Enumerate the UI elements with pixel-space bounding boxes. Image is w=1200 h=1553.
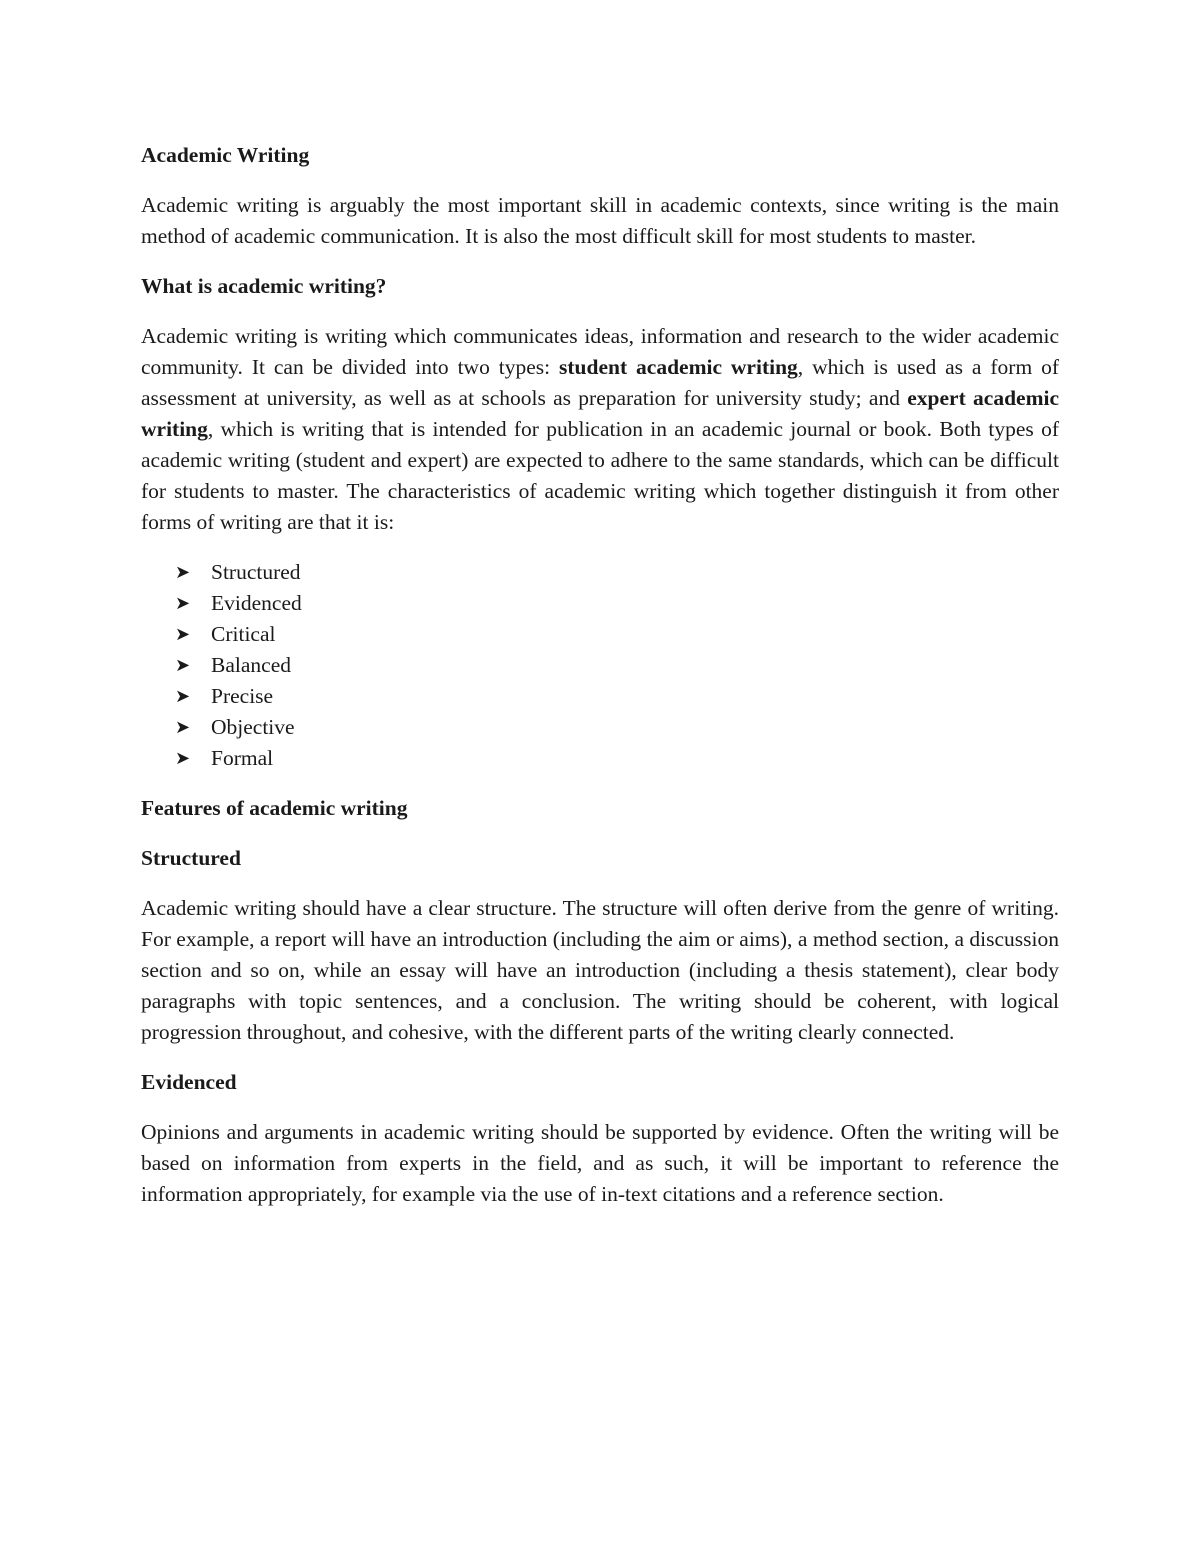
heading-academic-writing: Academic Writing	[141, 143, 310, 167]
what-paragraph	[141, 321, 1059, 538]
list-item: ➤ Precise	[175, 681, 1059, 712]
arrowhead-bullet-icon: ➤	[175, 593, 191, 614]
what-text-part1: Academic writing is writing which communicates ideas, information and research to the wider academic community. It can be divided into two types:	[141, 324, 1059, 379]
list-item: ➤ Balanced	[175, 650, 1059, 681]
what-text-part3: , which is writing that is intended for publication in an academic journal or book. Both types of academic writing (student and expert) are expected to adhere to the same standards, which can be difficult for students to master. The characteristics of academic writing which together distinguish it from other forms of writing are that it is:	[141, 417, 1059, 534]
list-item: ➤ Objective	[175, 712, 1059, 743]
arrowhead-bullet-icon: ➤	[175, 717, 191, 738]
term-expert-academic-writing: expert academic writing	[141, 386, 1059, 441]
list-item: ➤ Structured	[175, 557, 1059, 588]
arrowhead-bullet-icon: ➤	[175, 624, 191, 645]
heading-evidenced: Evidenced	[141, 1070, 237, 1094]
term-student-academic-writing: student academic writing	[559, 355, 798, 379]
structured-paragraph: Academic writing should have a clear structure. The structure will often derive from the genre of writing. For example, a report will have an introduction (including the aim or aims), a method section, a discussion section and so on, while an essay will have an introduction (including a thesis statement), clear body paragraphs with topic sentences, and a conclusion. The writing should be coherent, with logical progression throughout, and cohesive, with the different parts of the writing clearly connected.	[141, 896, 1059, 1044]
heading-structured: Structured	[141, 846, 241, 870]
evidenced-paragraph: Opinions and arguments in academic writing should be supported by evidence. Often the writing will be based on information from experts in the field, and as such, it will be important to reference the information appropriately, for example via the use of in-text citations and a reference section.	[141, 1120, 1059, 1206]
characteristics-list	[141, 557, 1059, 774]
arrowhead-bullet-icon: ➤	[175, 686, 191, 707]
intro-paragraph: Academic writing is arguably the most important skill in academic contexts, since writing is the main method of academic communication. It is also the most difficult skill for most students to master.	[141, 193, 1059, 248]
document-content	[141, 140, 1059, 1229]
what-text-part2: , which is used as a form of assessment at university, as well as at schools as preparation for university study; and	[141, 355, 1059, 410]
list-item: ➤ Formal	[175, 743, 1059, 774]
arrowhead-bullet-icon: ➤	[175, 562, 191, 583]
arrowhead-bullet-icon: ➤	[175, 655, 191, 676]
list-item: ➤ Evidenced	[175, 588, 1059, 619]
heading-what-is-academic-writing: What is academic writing?	[141, 274, 387, 298]
arrowhead-bullet-icon: ➤	[175, 748, 191, 769]
list-item: ➤ Critical	[175, 619, 1059, 650]
heading-features: Features of academic writing	[141, 796, 408, 820]
